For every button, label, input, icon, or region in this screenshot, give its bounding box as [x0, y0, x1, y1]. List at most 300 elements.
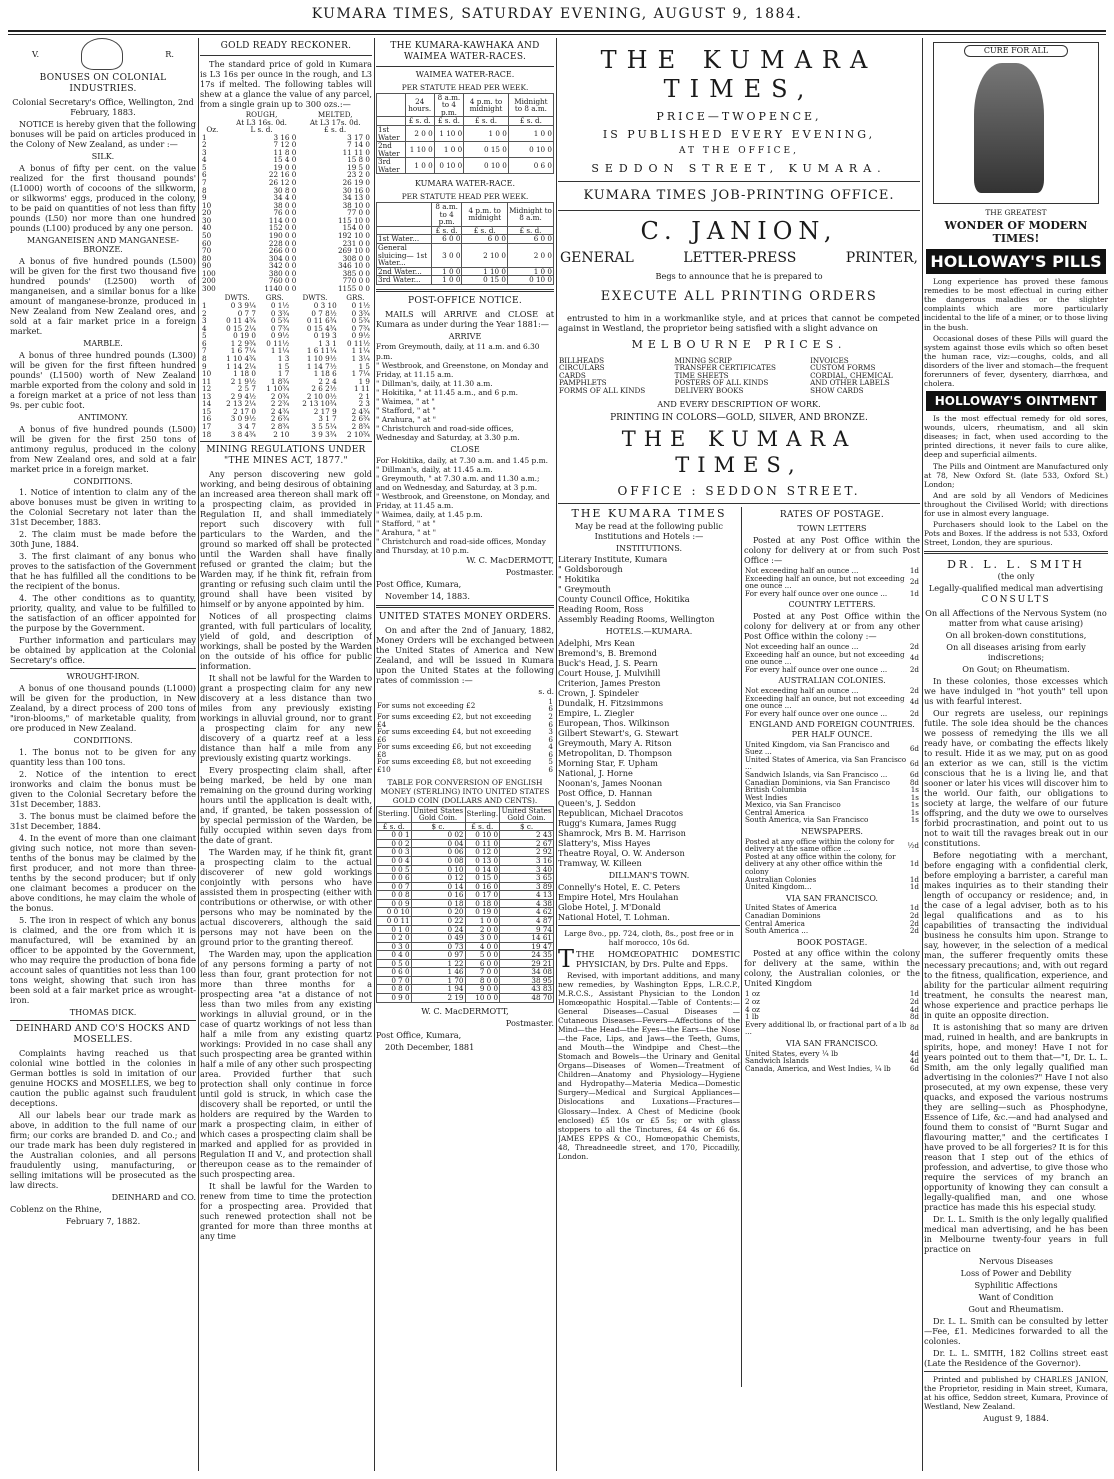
holloway-illustration [933, 42, 1099, 204]
rate-row: United States of America 1d [745, 903, 919, 913]
wrought-iron-text: A bonus of one thousand pounds (L1000) will be given for the production, in New Zealand, by a direct process of 200 tons of "iron-blooms," of marketable quality, from ore produced in New Zealand. [10, 683, 196, 734]
conversion-header-row: Sterling. United States Gold Coin. Sterling. United States Gold Coin. [378, 805, 552, 823]
close-item: " Greymouth, " at 7.30 a.m. and 11.30 a.m.; and on Wednesday, and Saturday, at 3 p.m. [376, 473, 540, 492]
oz-row: 4 15 4 0 15 8 0 [202, 155, 370, 165]
column-kumara-times [558, 38, 920, 1473]
dr-line: On all Affections of the Nervous System (no matter from what cause arising) [925, 608, 1107, 629]
dr-smith-heading: DR. L. L. SMITH [947, 557, 1085, 571]
conversion-row: 0 0 5 0 10 0 14 0 3 40 [377, 865, 554, 874]
condition: 4. The other conditions as to quantity, priority, quality, and value to be fulfilled to the satisfaction of an officer appointed for the purpose by the Government. [10, 593, 196, 634]
institution-item: Reading Room, Ross [558, 604, 644, 615]
deinhard-signature: DEINHARD and CO. [111, 1191, 196, 1202]
rate-row: Central America 1s [745, 807, 919, 817]
po-place: Post Office, Kumara, [376, 578, 462, 589]
execute-orders: EXECUTE ALL PRINTING ORDERS [600, 288, 878, 304]
postage-rates [744, 507, 920, 1072]
homeo-heading: TTHE HOMŒOPATHIC DOMESTIC PHYSICIAN, by Drs. Pulte and Epps. [558, 945, 740, 974]
oz-row: 40 152 0 0 154 0 0 [202, 223, 370, 233]
rate-row: Exceeding half an ounce, but not exceeding one ounce ... 4d [745, 649, 919, 667]
deinhard-date: February 7, 1882. [65, 1215, 141, 1226]
conv-signature: W. C. MacDERMOTT, [421, 1005, 509, 1016]
conversion-heading: TABLE FOR CONVERSION OF ENGLISH MONEY (STERLING) INTO UNITED STATES GOLD COIN (DOLLARS AND CENTS). [380, 777, 550, 805]
oz-row: 200 760 0 0 770 0 0 [202, 276, 370, 286]
hotel-item: Bremond's, B. Bremond [558, 648, 657, 659]
rate-row: United Kingdom, via San Francisco and Suez ... 6d [745, 739, 919, 757]
conversion-row: 0 2 0 0 49 3 0 0 14 61 [377, 934, 554, 943]
hotels-heading: HOTELS.—KUMARA. [605, 627, 693, 637]
pills-text-2: Occasional doses of these Pills will guard the system against those evils which so often beset the human race, viz:—coughs, colds, and all disorders of the liver and stomach—the frequent forerunners of fever, dysentery, diarrhœa, and cholera. [924, 333, 1108, 388]
book-text: Posted at any office within the colony for delivery at the same, within the colony, the Australian colonies, or the United Kingdom [744, 948, 920, 989]
work-items [558, 357, 920, 395]
arrive-item: " Stafford, " at " [376, 405, 436, 415]
rate-row: For every half ounce over one ounce ... 2d [745, 708, 919, 718]
dwt-row: 12 2 5 7 1 10¾ 2 6 2½ 1 11 [202, 384, 370, 394]
dwt-row: 9 1 14 2¼ 1 5 1 14 7½ 1 5 [202, 361, 370, 371]
arrive-item: " Hokitika, " at 11.45 a.m., and 6 p.m. [376, 387, 518, 397]
dr-paragraph: Our regrets are useless, our repinings futile. The sole idea should be the chances we possess of remedying the ills we all ready have, or combating the effects likely to result. Hide it as we may, put on as good an exterior as we can, still is the victim conscious that he is a living lie, and that sooner or later his vices will discover him to the world. Our faith, our obligations to society at large, the welfare of our future offspring, and the duty we owe to ourselves forbid procrastination, and point out to us not to wait till the ravages break out in our constitutions. [924, 708, 1108, 849]
conversion-row: 0 0 1 0 02 0 10 0 2 43 [377, 831, 554, 840]
conversion-row: 0 6 0 1 46 7 0 0 34 08 [377, 968, 554, 977]
dwt-row: 3 0 11 4¾ 0 5¾ 0 11 6¾ 0 5¾ [202, 316, 370, 326]
arrive-item: From Greymouth, daily, at 11 a.m. and 6.30 p.m. [376, 342, 540, 361]
waimea-row: 2nd Water 1 10 0 1 0 0 0 15 0 0 10 0 [378, 141, 552, 158]
conversion-row: 0 8 0 1 94 9 0 0 43 83 [377, 985, 554, 994]
hotel-item: Metropolitan, D. Thompson [558, 748, 672, 759]
commission-row: For sums exceeding £6, but not exceeding £8 4 6 [377, 742, 553, 759]
mining-text: The Warden may, upon the application of any persons forming a party of not less than four, grant protection for not more than three months for a prospecting area "at a distance of not less than two miles from any existing workings in alluvial ground, or in the case of quartz workings of not less than half a mile from any existing quartz workings: Provided in no case shall any such prospecting area be granted within half a mile of any other such prospecting area. Provided further that such protection shall only continue in force until gold is struck, in which case the discovery shall be reported, or until the holders are required by the Warden to mark a prospecting claim, in either of which cases a prospecting claim shall be marked and applied for as provided in Regulation II and V., and protection shall thereupon cease as to the remainder of such prospecting area. [200, 949, 372, 1180]
hotel-item: Greymouth, Mary A. Ritson [558, 738, 672, 749]
waimea-sub: PER STATUTE HEAD PER WEEK. [401, 82, 529, 92]
kumara-row: 2nd Water... 1 0 0 1 10 0 1 0 0 [378, 266, 552, 276]
dwt-row: 6 1 2 9¾ 0 11½ 1 3 1 0 11½ [202, 338, 370, 348]
oz-row: 7 26 12 0 26 19 0 [202, 178, 370, 188]
via-sf-heading: VIA SAN FRANCISCO. [786, 893, 878, 903]
conversion-row: 0 9 0 2 19 10 0 0 48 70 [377, 994, 554, 1003]
silk-heading: SILK. [91, 151, 115, 161]
rate-row: Exceeding half an ounce, but not exceeding one ounce ... 4d [745, 693, 919, 711]
conv-place: Post Office, Kumara, [376, 1029, 462, 1040]
post-office-intro: MAILS will ARRIVE and CLOSE at Kumara as under during the Year 1881:— [376, 308, 554, 329]
kumara-water-title: KUMARA WATER-RACE. [414, 179, 516, 189]
via-sf-rates-2 [744, 1050, 920, 1073]
oz-row: 6 22 16 0 23 2 0 [202, 170, 370, 180]
dwt-row: 18 3 8 4¾ 2 10 3 9 3¾ 2 10¾ [202, 429, 370, 439]
column-rule [556, 38, 557, 1471]
office-street: SEDDON STREET, KUMARA. [591, 162, 887, 176]
arrive-item: " Waimea, " at " [376, 396, 435, 406]
deinhard-text: All our labels bear our trade mark as above, in addition to the full name of our firm; our corks are branded D. and Co.; and our trade mark has been duly registered in the Australian colonies, and all persons fraudulently using, manufacturing, or selling imitations will be prosecuted as the law directs. [10, 1109, 196, 1190]
oz-row: 70 266 0 0 269 10 0 [202, 246, 370, 256]
mining-text: The Warden may, if he think fit, grant a prospecting claim to the actual discoverer of new gold workings conjointly with persons who have assisted them in prospecting (either with contributions or otherwise, or with other persons who may be nominated by the actual discoverers, although the said persons may not have been on the ground prior to the granting thereof. [200, 847, 372, 948]
conversion-row: 0 0 3 0 06 0 12 0 2 92 [377, 848, 554, 857]
oz-row: 5 19 0 0 19 5 0 [202, 162, 370, 172]
rate-row: Canadian Dominions, via San Francisco 8d [745, 777, 919, 787]
hotel-item: Buck's Head, J. S. Pearn [558, 658, 658, 669]
book-heading: BOOK POSTAGE. [796, 937, 868, 947]
rate-row: Not exceeding half an ounce ... 2d [745, 642, 919, 652]
imprint-date: August 9, 1884. [983, 1413, 1049, 1424]
po-signature-title: Postmaster. [505, 566, 554, 577]
conversion-row: 0 0 7 0 14 0 16 0 3 89 [377, 882, 554, 891]
notice: NOTICE is hereby given that the following bonuses will be paid on articles produced in the Colony of New Zealand, as under :— [10, 118, 196, 149]
rate-row: 1 oz 1d [745, 989, 919, 999]
marble-heading: MARBLE. [83, 339, 123, 349]
commission-row: For sums exceeding £8, but not exceeding £10 5 6 [377, 757, 553, 774]
dwt-row: 5 0 19 0 0 9½ 0 19 3 0 9½ [202, 331, 370, 341]
australian-rates [744, 687, 920, 717]
town-text: Posted at any Post Office within the colony for delivery at or from such Post Office :— [744, 535, 920, 566]
institution-item: " Goldsborough [558, 564, 623, 575]
dwt-row: 13 2 9 4½ 2 0¾ 2 10 0½ 2 1 [202, 391, 370, 401]
book-every: Every additional lb, or fractional part of a lb ... 8d [745, 1019, 919, 1037]
institution-item: " Hokitika [558, 574, 600, 585]
conversion-row: 0 0 4 0 08 0 13 0 3 16 [377, 857, 554, 866]
manganese-text: A bonus of five hundred pounds (L500) will be given for the first two thousand five hundred pounds' (L2500) worth of manganeisen, and a similar bonus for a like amount of manganese-bronze, produced in New Zealand from New Zealand ores, and sold at a fair market price in a foreign market. [10, 256, 196, 337]
job-printing: KUMARA TIMES JOB-PRINTING OFFICE. [583, 187, 895, 203]
dr-legal: Legally-qualified medical man advertising [928, 583, 1104, 594]
column-bonuses [10, 38, 196, 1473]
work-item-row: CARDS TIME SHEETS CORDIAL, CHEMICAL [559, 370, 893, 380]
waimea-title: WAIMEA WATER-RACE. [415, 69, 515, 79]
oz-row: 3 11 8 0 11 11 0 [202, 147, 370, 157]
column-rule [374, 38, 375, 1471]
close-item: " Waimea, daily, at 1.45 p.m. [376, 509, 483, 519]
hotel-item: Dundalk, H. Fitzsimmons [558, 698, 664, 709]
kumara-row: 1st Water... 6 0 0 6 0 0 6 0 0 [378, 234, 552, 244]
hotel-item: Court House, J. Mulvihill [558, 668, 661, 679]
silk-text: A bonus of fifty per cent. on the value realized for the first thousand pounds' (L1000) worth of cocoons of the silkworm, or silkworms' eggs, produced in the colony, to be paid on quantities of not less than fifty pounds (L50) nor more than one hundred pounds (L100) produced by any one person. [10, 162, 196, 233]
newspapers-heading: NEWSPAPERS. [801, 826, 863, 836]
conversion-row: 0 0 6 0 12 0 15 0 3 65 [377, 874, 554, 883]
waimea-header-row: 24 hours. 8 a.m. to 4 p.m. 4 p.m. to midnight Midnight to 8 a.m. [377, 93, 554, 117]
pills-text: Long experience has proved these famous remedies to be most effectual in curing either the dangerous maladies or the slighter complaints which are more particularly incidental to the life of a miner, or to those living in the bush. [924, 277, 1108, 332]
dr-paragraph: Before negotiating with a merchant, before engaging with a confidential clerk, before employing a barrister, a careful man makes inquiries as to their standing their length of occupancy or residence; and, in the case of a legal adviser, both as to his legal qualifications and as to his capabilities of transacting the individual business he consults him upon. Strange to say, however, in the selection of a medical man, the sufferer frequently omits these necessary precautions; and, with out regard to the fitness, qualification, experience, and ability for the particular ailment requiring treatment, he consults the nearest man, whose experience and practice perhaps lie in quite an opposite direction. [924, 850, 1108, 1021]
rate-row: Posted at any office within the colony for delivery at the same office ... ½d [745, 836, 919, 854]
po-signature: W. C. MacDERMOTT, [466, 554, 554, 565]
dwt-table: DWTS. GRS. DWTS. GRS. 1 0 3 9¼ 0 1½ 0 3 10 0 1½ 2 0 7 7 0 3¾ 0 7 8½ 0 3¾ 3 0 11 4¾ 0 5¾ 0 11 6¾ 0 5¾ 4 0 15 2¼ 0 7¾ 0 15 4¾ 0 7¾ 5 0 19 0 0 9½ 0 19 3 0 9½ 6 1 2 9¾ 0 11½ 1 3 1 0 11½ 7 1 6 7¼ 1 1¼ 1 6 11¼ 1 1¼ 8 1 10 4¾ 1 3 1 10 9½ 1 3¼ 9 1 14 2¼ 1 5 1 14 7½ 1 5 10 1 18 0 1 7 1 18 6 1 7¼ 11 2 1 9½ 1 8¾ 2 2 4 1 9 12 2 5 7 1 10¾ 2 6 2½ 1 11 13 2 9 4½ 2 0¾ 2 10 0½ 2 1 14 2 13 2¼ 2 2¾ 2 13 10¾ 2 3 15 2 17 0 2 4¾ 2 17 9 2 4¾ 16 3 0 9½ 2 6¾ 3 1 7 2 6¾ 17 3 4 7 2 8¾ 3 5 5¼ 2 8¾ 18 3 8 4¾ 2 10 3 9 3¾ 2 10¾ [202, 293, 370, 439]
hotel-item: Rugg's Kumara, James Rugg [558, 818, 677, 829]
antimony-heading: ANTIMONY. [78, 412, 128, 422]
oz-row: 8 30 8 0 30 16 0 [202, 185, 370, 195]
marble-text: A bonus of three hundred pounds (L300) will be given for the first fifteen hundred pounds' (L1500) worth of New Zealand marble exported from the colony and sold in a foreign market at a price of not less than 9s. per cubic foot. [10, 349, 196, 410]
rate-row: Exceeding half an ounce, but not exceeding one ounce ... 2d [745, 573, 919, 591]
dillman-item: Empire Hotel, Mrs Houlahan [558, 891, 679, 902]
kumara-row: 3rd Water... 1 0 0 0 15 0 0 10 0 [378, 275, 552, 285]
rate-row: Sandwich Islands, via San Francisco ... 6d [745, 770, 919, 780]
dwt-row: 2 0 7 7 0 3¾ 0 7 8½ 0 3¾ [202, 308, 370, 318]
conversion-row: 0 7 0 1 70 8 0 0 38 95 [377, 976, 554, 985]
reading-list [558, 507, 740, 1162]
figure-icon [974, 63, 1044, 193]
commission-row: For sums exceeding £4, but not exceeding £6 3 6 [377, 727, 553, 744]
royal-crest-icon [81, 38, 123, 70]
town-heading: TOWN LETTERS [797, 524, 867, 534]
dillman-item: National Hotel, T. Lohman. [558, 911, 670, 922]
deinhard-text: Complaints having reached us that colonial wine bottled in the colonies in German bottles is sold in imitation of our genuine HOCKS and MOSELLES, we beg to caution the public against such fraudulent deceptions. [10, 1047, 196, 1108]
wonder: WONDER OF MODERN TIMES! [944, 219, 1088, 246]
dr-only: (the only [997, 571, 1035, 582]
hotel-item: Crown, J. Spindeler [558, 688, 639, 699]
mining-text: It shall not be lawful for the Warden to grant a prospecting claim for any new discovery at a less distance than two miles from any previously existing workings in alluvial ground, nor to grant a prospecting claim for any new discovery of a quartz reef at a less distance than half a mile from any previously existing quartz workings. [200, 673, 372, 764]
entrusted-text: entrusted to him in a workmanlike style, and at prices that cannot be competed against in Westland, the proprietor being satisfied with a slight advance on [558, 312, 920, 334]
bonus-title: BONUSES ON COLONIAL INDUSTRIES. [39, 73, 167, 94]
rate-row: South America, via San Francisco 1s [745, 815, 919, 825]
hotel-item: Morning Star, F. Upham [558, 758, 658, 769]
close-item: For Hokitika, daily, at 7.30 a.m. and 1.45 p.m. [376, 455, 548, 465]
commission-unit: s. d. [538, 686, 554, 696]
dillman-item: Connelly's Hotel, E. C. Peters [558, 881, 681, 892]
antimony-text: A bonus of five hundred pounds (L500) will be given for the first 250 tons of antimony regulus, produced in the colony from New Zealand ores, and sold at a fair market price in a foreign market. [10, 423, 196, 474]
commission-row: For sums exceeding £2, but not exceeding £4 2 6 [377, 712, 553, 729]
hotel-item: Tramway, W. Killeen [558, 858, 642, 869]
close-item: " Stafford, " at " [376, 518, 436, 528]
waimea-table [376, 93, 554, 175]
rate-row: For every half ounce over one ounce ... 2d [745, 664, 919, 674]
dwt-row: 10 1 18 0 1 7 1 18 6 1 7¼ [202, 369, 370, 379]
dwt-row: 17 3 4 7 2 8¾ 3 5 5¼ 2 8¾ [202, 422, 370, 432]
waimea-row: 3rd Water 1 0 0 0 10 0 0 10 0 0 6 0 [378, 157, 552, 174]
vr-right: R. [165, 49, 174, 59]
dr-paragraph: Dr. L. L. Smith is the only legally qualified medical man advertising, and he has been in Melbourne twenty-four years in full practice on [924, 1214, 1108, 1255]
condition: 3. The bonus must be claimed before the 31st December, 1884. [10, 810, 196, 831]
kumara-header-row: £ s. d. £ s. d. £ s. d. [377, 226, 554, 235]
rate-row: United States, every ¼ lb 4d [745, 1048, 919, 1058]
hotel-item: Shamrock, Mrs B. M. Harrison [558, 828, 686, 839]
rate-row: Canada, America, and West Indies, ¼ lb 6d [745, 1063, 919, 1073]
condition: 2. The claim must be made before the 30th June, 1884. [10, 529, 196, 550]
rate-row: South America ... 2d [745, 926, 919, 936]
condition: 3. The first claimant of any bonus who proves to the satisfaction of the Government that he has fulfilled all the conditions to be the recipient of the bonus. [10, 551, 196, 592]
oz-row: 60 228 0 0 231 0 0 [202, 238, 370, 248]
england-heading: ENGLAND AND FOREIGN COUNTRIES. PER HALF OUNCE. [749, 720, 915, 740]
homeo-text: Revised, with important additions, and many new remedies, by Washington Epps, L.R.C.P., M.R.C.S., Assistant Physician to the London Homœopathic Hospital.—Table of Contents:—General Diseases—Casual Diseases — Cutaneous Diseases—Fevers—Affections of the Mind—the Head—the Eyes—the Ears—the Nose—the Face, Lips, and Jaws—the Teeth, Gums, and Mouth—the Windpipe and Chest—the Stomach and Bowels—the Urinary and Genital Organs—Diseases of Women—Treatment of Children—Anatomy and Physiology—Hygiene and Hydropathy—Materia Medica—Domestic Surgery—Medical and Surgical Appliances—Dislocations and Luxations—Fractures—Glossary—Index. A Chest of Medicine (book enclosed) £5 10s or £5 5s; or with glass stoppers to all the Tinctures, £4 4s or £6 6s. JAMES EPPS & CO., Homœopathic Chemists, 48, Threadneedle street, and 170, Piccadilly, London. [558, 971, 740, 1161]
rate-row: West Indies 1s [745, 792, 919, 802]
greatest: THE GREATEST [985, 208, 1047, 217]
commission-table [376, 698, 554, 774]
signature: THOMAS DICK. [69, 1006, 137, 1017]
oz-row: 80 304 0 0 308 0 0 [202, 253, 370, 263]
rate-row: Not exceeding half an ounce ... 1d [745, 566, 919, 576]
conversion-row: 0 0 9 0 18 0 18 0 4 38 [377, 899, 554, 908]
mining-text: Notices of all prospecting claims granted, with full particulars of locality, yield of gold, and description of workings, shall be posted by the Warden on the outside of his office for public information. [200, 611, 372, 672]
dillman-heading: DILLMAN'S TOWN. [608, 871, 690, 881]
kt-head: THE KUMARA TIMES [571, 507, 727, 521]
office-2: OFFICE : SEDDON STREET. [617, 483, 861, 498]
country-rates [744, 643, 920, 673]
dwt-row: 16 3 0 9½ 2 6¾ 3 1 7 2 6¾ [202, 414, 370, 424]
australian-heading: AUSTRALIAN COLONIES. [778, 676, 886, 686]
hotel-item: Republican, Michael Dracotos [558, 808, 684, 819]
town-rates [744, 567, 920, 597]
condition: 1. Notice of intention to claim any of the above bonuses must be given in writing to the Colonial Secretary not later than the 31st December, 1883. [10, 487, 196, 528]
dr-list-item: Syphilitic Affections [974, 1280, 1058, 1291]
arrive-item: " Dillman's, daily, at 11.30 a.m. [376, 378, 493, 388]
kumara-water-table [376, 202, 554, 285]
condition: 4. In the event of more than one claimant giving such notice, not more than seven-tenths of the bonus may be claimed by the first producer, and not more than three-tenths by the second producer; but if only one claimant becomes a producer on the above conditions, he may claim the whole of the bonus. [10, 832, 196, 913]
dwt-row: 7 1 6 7¼ 1 1¼ 1 6 11¼ 1 1¼ [202, 346, 370, 356]
dr-line: On all broken-down constitutions, [945, 630, 1087, 641]
mining-text: Every prospecting claim shall, after being marked, be held by one man remaining on the ground during working hours until the application is dealt with, and, if granted, be taken possession of by special permission of the Warden, be fully occupied within seven days from the date of grant. [200, 765, 372, 846]
dwt-row: 4 0 15 2¼ 0 7¾ 0 15 4¾ 0 7¾ [202, 323, 370, 333]
england-rates [744, 741, 920, 824]
work-item-row: CIRCULARS TRANSFER CERTIFICATES CUSTOM FORMS [559, 363, 876, 373]
post-office-heading: POST-OFFICE NOTICE. [407, 295, 523, 306]
conversion-row: 0 4 0 0 97 5 0 0 24 35 [377, 951, 554, 960]
oz-row: 20 76 0 0 77 0 0 [202, 208, 370, 218]
institutions-heading: INSTITUTIONS. [615, 543, 682, 553]
book-rates [744, 990, 920, 1020]
column-gold-reckoner [200, 38, 372, 1473]
begs: Begs to announce that he is prepared to [655, 270, 823, 281]
pills-banner: HOLLOWAY'S PILLS [926, 249, 1106, 275]
dwt-row: 1 0 3 9¼ 0 1½ 0 3 10 0 1½ [202, 301, 370, 311]
close-item: " Arahura, " at " [376, 527, 437, 537]
dwt-row: 14 2 13 2¼ 2 2¾ 2 13 10¾ 2 3 [202, 399, 370, 409]
rate-row: Mexico, via San Francisco 1s [745, 800, 919, 810]
conv-signature-title: Postmaster. [505, 1017, 554, 1028]
conversion-row: 0 0 2 0 04 0 11 0 2 67 [377, 839, 554, 848]
dr-list-item: Want of Condition [978, 1292, 1054, 1303]
oz-row: 9 34 4 0 34 13 0 [202, 193, 370, 203]
ointment-sold: And are sold by all Vendors of Medicines throughout the Civilised World; with directions for use in almost every language. [924, 490, 1108, 518]
paper-title-2: THE KUMARA TIMES, [621, 427, 857, 478]
oz-row: 50 190 0 0 192 10 0 [202, 230, 370, 240]
dr-paragraph: It is astonishing that so many are driven mad, ruined in health, and are bankrupts in spirits, hope, and money! Have I not for years pointed out to them that—"I, Dr. L. L. Smith, am the only legally qualified man advertising in the colonies?" Have I not also prosecuted, at my own expense, these very quacks, and exposed the various nostrums they are selling—such as Phosphodyne, Essence of Life, &c.—and had analysed and found them to consist of "Burnt Sugar and flavouring matter," and the certificates I have proved to be all forgeries? It is for this reason that I step out of the ethics of profession, and advertise, to give those who require the services of my branch an opportunity of knowing they can consult a legally-qualified man, and one whose practice has made this his especial study. [924, 1022, 1108, 1213]
conversion-row: 0 5 0 1 22 6 0 0 29 21 [377, 959, 554, 968]
institution-item: Literary Institute, Kumara [558, 554, 668, 565]
deinhard-place: Coblenz on the Rhine, [10, 1203, 102, 1214]
wrought-iron-heading: WROUGHT-IRON. [66, 672, 140, 682]
conversion-row: 0 1 0 0 24 2 0 0 9 74 [377, 925, 554, 934]
hotel-item: Queen's, J. Seddon [558, 798, 636, 809]
condition: 2. Notice of the intention to erect ironworks and claim the bonus must be given to the Colonial Secretary before the 31st December, 1883. [10, 768, 196, 809]
waimea-row: 1st Water 2 0 0 1 10 0 1 0 0 1 0 0 [378, 124, 552, 142]
column-holloway-smith [924, 38, 1108, 1473]
dr-address: Dr. L. L. SMITH, 182 Collins street east (Late the Residence of the Governor). [924, 1348, 1108, 1369]
dr-line: On all diseases arising from early indiscretions; [946, 642, 1086, 663]
arrive-item: " Christchurch and road-side offices, Wednesday and Saturday, at 3.30 p.m. [376, 423, 520, 442]
dr-letter: Dr. L. L. Smith can be consulted by letter—Fee, £1. Medicines forwarded to all the colonies. [924, 1316, 1108, 1347]
imprint: Printed and published by CHARLES JANION, the Proprietor, residing in Main street, Kumara, at his office, Seddon street, Kumara, Province of Westland, New Zealand. [924, 1375, 1108, 1412]
close-item: " Dillman's, daily, at 11.45 a.m. [376, 464, 493, 474]
kumara-water-sub: PER STATUTE HEAD PER WEEK. [401, 192, 529, 202]
masthead: KUMARA TIMES, SATURDAY EVENING, AUGUST 9, 1884. [311, 6, 803, 22]
ointment-made: The Pills and Ointment are Manufactured only at 78, New Oxford St. (late 533, Oxford St.) London; [924, 461, 1108, 489]
institution-item: Assembly Reading Rooms, Wellington [558, 614, 715, 625]
oz-row: 100 380 0 0 385 0 0 [202, 268, 370, 278]
dwt-row: 11 2 1 9½ 1 8¾ 2 2 4 1 9 [202, 376, 370, 386]
hotel-item: Slattery's, Miss Hayes [558, 838, 651, 849]
ointment-warning: Purchasers should look to the Label on the Pots and Boxes. If the address is not 533, Oxford Street, London, they are spurious. [924, 519, 1108, 547]
dr-line: On Gout; on Rheumatism. [962, 664, 1070, 675]
country-text: Posted at any Post Office within the colony for delivery at or from any other Post Office within the colony :— [744, 611, 920, 642]
kumara-row: General sluicing— 1st Water... 3 0 0 2 10 0 2 0 0 [378, 242, 552, 268]
ointment-text: Is the most effectual remedy for old sores, wounds, ulcers, rheumatism, and all skin diseases; in fact, when used according to the printed directions, it never fails to cure alike, deep and superficial ailments. [924, 414, 1108, 460]
close-item: " Westbrook, and Greenstone, on Monday, and Friday, at 11.45 a.m. [376, 491, 550, 510]
rate-row: Australian Colonies 1d [745, 874, 919, 884]
conversion-header-row: £ s. d. $ c. £ s. d. $ c. [377, 822, 554, 831]
close-heading: CLOSE [450, 444, 480, 454]
published: IS PUBLISHED EVERY EVENING, [602, 127, 876, 141]
oz-row: 30 114 0 0 115 10 0 [202, 215, 370, 225]
hotel-item: Gilbert Stewart's, G. Stewart [558, 728, 679, 739]
column-rule [198, 38, 199, 1471]
oz-table: ROUGH, At L3 16s. 0d. MELTED, At L3 17s. 0d. Oz. L s. d. £ s. d. 1 3 16 0 3 17 0 2 7 12 0 7 14 0 3 11 8 0 11 11 0 4 15 4 0 15 8 0 5 19 0 0 19 5 0 6 22 16 0 23 2 0 7 26 12 0 26 19 0 8 30 8 0 30 16 0 9 34 4 0 34 13 0 10 38 0 0 38 10 0 20 76 0 0 77 0 0 30 114 0 0 115 10 0 40 152 0 0 154 0 0 50 190 0 0 192 10 0 60 228 0 0 231 0 0 70 266 0 0 269 10 0 80 304 0 0 308 0 0 90 342 0 0 346 10 0 100 380 0 0 385 0 0 200 760 0 0 770 0 0 300 1140 0 0 1155 0 0 [202, 109, 370, 293]
rate-row: 1 lb 8d [745, 1012, 919, 1022]
arrive-item: " Westbrook, and Greenstone, on Monday and Friday, at 11.15 a.m. [376, 360, 549, 379]
masthead-rule [8, 30, 1106, 35]
rate-row: Sandwich Islands 4d [745, 1056, 919, 1066]
institution-item: County Council Office, Hokitika [558, 594, 690, 605]
hotel-item: Noonan's, James Noonan [558, 778, 663, 789]
waimea-header-row: £ s. d. £ s. d. £ s. d. £ s. d. [377, 117, 554, 126]
hotel-item: Empire, L. Ziegler [558, 708, 634, 719]
work-item-row: FORMS OF ALL KINDS DELIVERY BOOKS SHOW CARDS [559, 385, 864, 395]
melbourne-prices: MELBOURNE PRICES. [631, 338, 847, 352]
water-heading: THE KUMARA-KAWHAKA AND WAIMEA WATER-RACES. [390, 41, 540, 62]
printer-trade: GENERAL LETTER-PRESS PRINTER, [560, 249, 918, 266]
hotel-item: National, J. Horne [558, 768, 633, 779]
dwt-row: 8 1 10 4¾ 1 3 1 10 9½ 1 3¼ [202, 353, 370, 363]
condition: 5. The iron in respect of which any bonus is claimed, and the ore from which it is manufactured, will be examined by an officer to be appointed by the Government, who may require the production of bona fide account sales of quantities not less than 100 tons weight, showing that such iron has been sold at a fair market price as wrought-iron. [10, 914, 196, 1005]
via-sf-rates [744, 904, 920, 934]
dwt-row: 15 2 17 0 2 4¾ 2 17 9 2 4¾ [202, 406, 370, 416]
kumara-header-row: 8 a.m. to 4 p.m. 4 p.m. to midnight Midnight to 8 a.m. [377, 203, 554, 227]
price: PRICE—TWOPENCE, [656, 109, 822, 123]
deinhard-heading: DEINHARD AND CO'S HOCKS AND MOSELLES. [15, 1023, 191, 1045]
rate-row: Canadian Dominions 2d [745, 910, 919, 920]
po-date: November 14, 1883. [385, 590, 470, 601]
dr-list-item: Nervous Diseases [979, 1256, 1053, 1267]
oz-row: 90 342 0 0 346 10 0 [202, 261, 370, 271]
dr-paragraph: In these colonies, those excesses which we have indulged in "hot youth" tell upon us with fearful interest. [924, 676, 1108, 707]
paper-title: THE KUMARA TIMES, [600, 46, 878, 104]
rate-row: United Kingdom... 1d [745, 882, 919, 892]
reckoner-text: The standard price of gold in Kumara is L3 16s per ounce in the rough, and L3 17s if melted. The following tables will shew at a glance the value of any parcel, from a single grain up to 300 ozs.:— [200, 58, 372, 109]
rate-row: Not exceeding half an ounce ... 2d [745, 686, 919, 696]
close-item: " Christchurch and road-side offices, Monday and Thursday, at 10 p.m. [376, 536, 546, 555]
rate-row: United States of America, via San Francisco ... 6d [745, 754, 919, 772]
at-office: AT THE OFFICE, [679, 146, 799, 157]
rate-row: 4 oz 4d [745, 1004, 919, 1014]
mining-text: Any person discovering new gold working, and being desirous of obtaining an increased area thereon shall mark off a prospecting claim, as provided in Regulation II, and shall immediately report such discovery with full particulars to the Warden, and the ground so marked off shall be protected until the Warden shall have finally refused or granted the claim; but the Warden may, if he think fit, refrain from granting or refusing such claim until the ground shall have been visited by himself or by anyone appointed by him. [200, 469, 372, 610]
arrive-heading: ARRIVE [448, 331, 482, 341]
kt-read: May be read at the following public Institutions and Hotels :— [575, 520, 723, 541]
conversion-table [376, 806, 554, 1003]
conversion-row: 0 0 10 0 20 0 19 0 4 62 [377, 908, 554, 917]
country-heading: COUNTRY LETTERS. [788, 600, 876, 610]
further-info: Further information and particulars may be obtained by application at the Colonial Secretary's office. [10, 635, 196, 666]
hotel-item: European, Thos. Wilkinson [558, 718, 670, 729]
hotel-item: Criterion, James Preston [558, 678, 661, 689]
via-sf-heading-2: VIA SAN FRANCISCO. [786, 1038, 878, 1048]
condition: 1. The bonus not to be given for any quantity less than 100 tons. [10, 746, 196, 767]
manganese-heading: MANGANEISEN AND MANGANESE-BRONZE. [27, 235, 179, 255]
rate-row: 2 oz 2d [745, 996, 919, 1006]
money-orders-text: On and after the 2nd of January, 1882, Money Orders will be exchanged between the United States of America and New Zealand, and will be issued in Kumara upon the United States at the following rates of commission :— [376, 624, 554, 685]
conversion-row: 0 0 11 0 22 1 0 0 4 87 [377, 916, 554, 925]
office-line: Colonial Secretary's Office, Wellington, 2nd February, 1883. [12, 96, 194, 117]
rate-row: British Columbia 1s [745, 785, 919, 795]
column-water-post [376, 38, 554, 1473]
hotel-item: Post Office, D. Hannan [558, 788, 653, 799]
arrive-item: " Arahura, " at " [376, 414, 437, 424]
reckoner-heading: GOLD READY RECKONER. [220, 41, 352, 51]
dillman-item: Globe Hotel, J. M'Donald [558, 901, 661, 912]
conv-date: 20th December, 1881 [385, 1041, 475, 1052]
institution-item: " Greymouth [558, 584, 611, 595]
hotel-item: Adelphi, Mrs Kean [558, 638, 635, 649]
